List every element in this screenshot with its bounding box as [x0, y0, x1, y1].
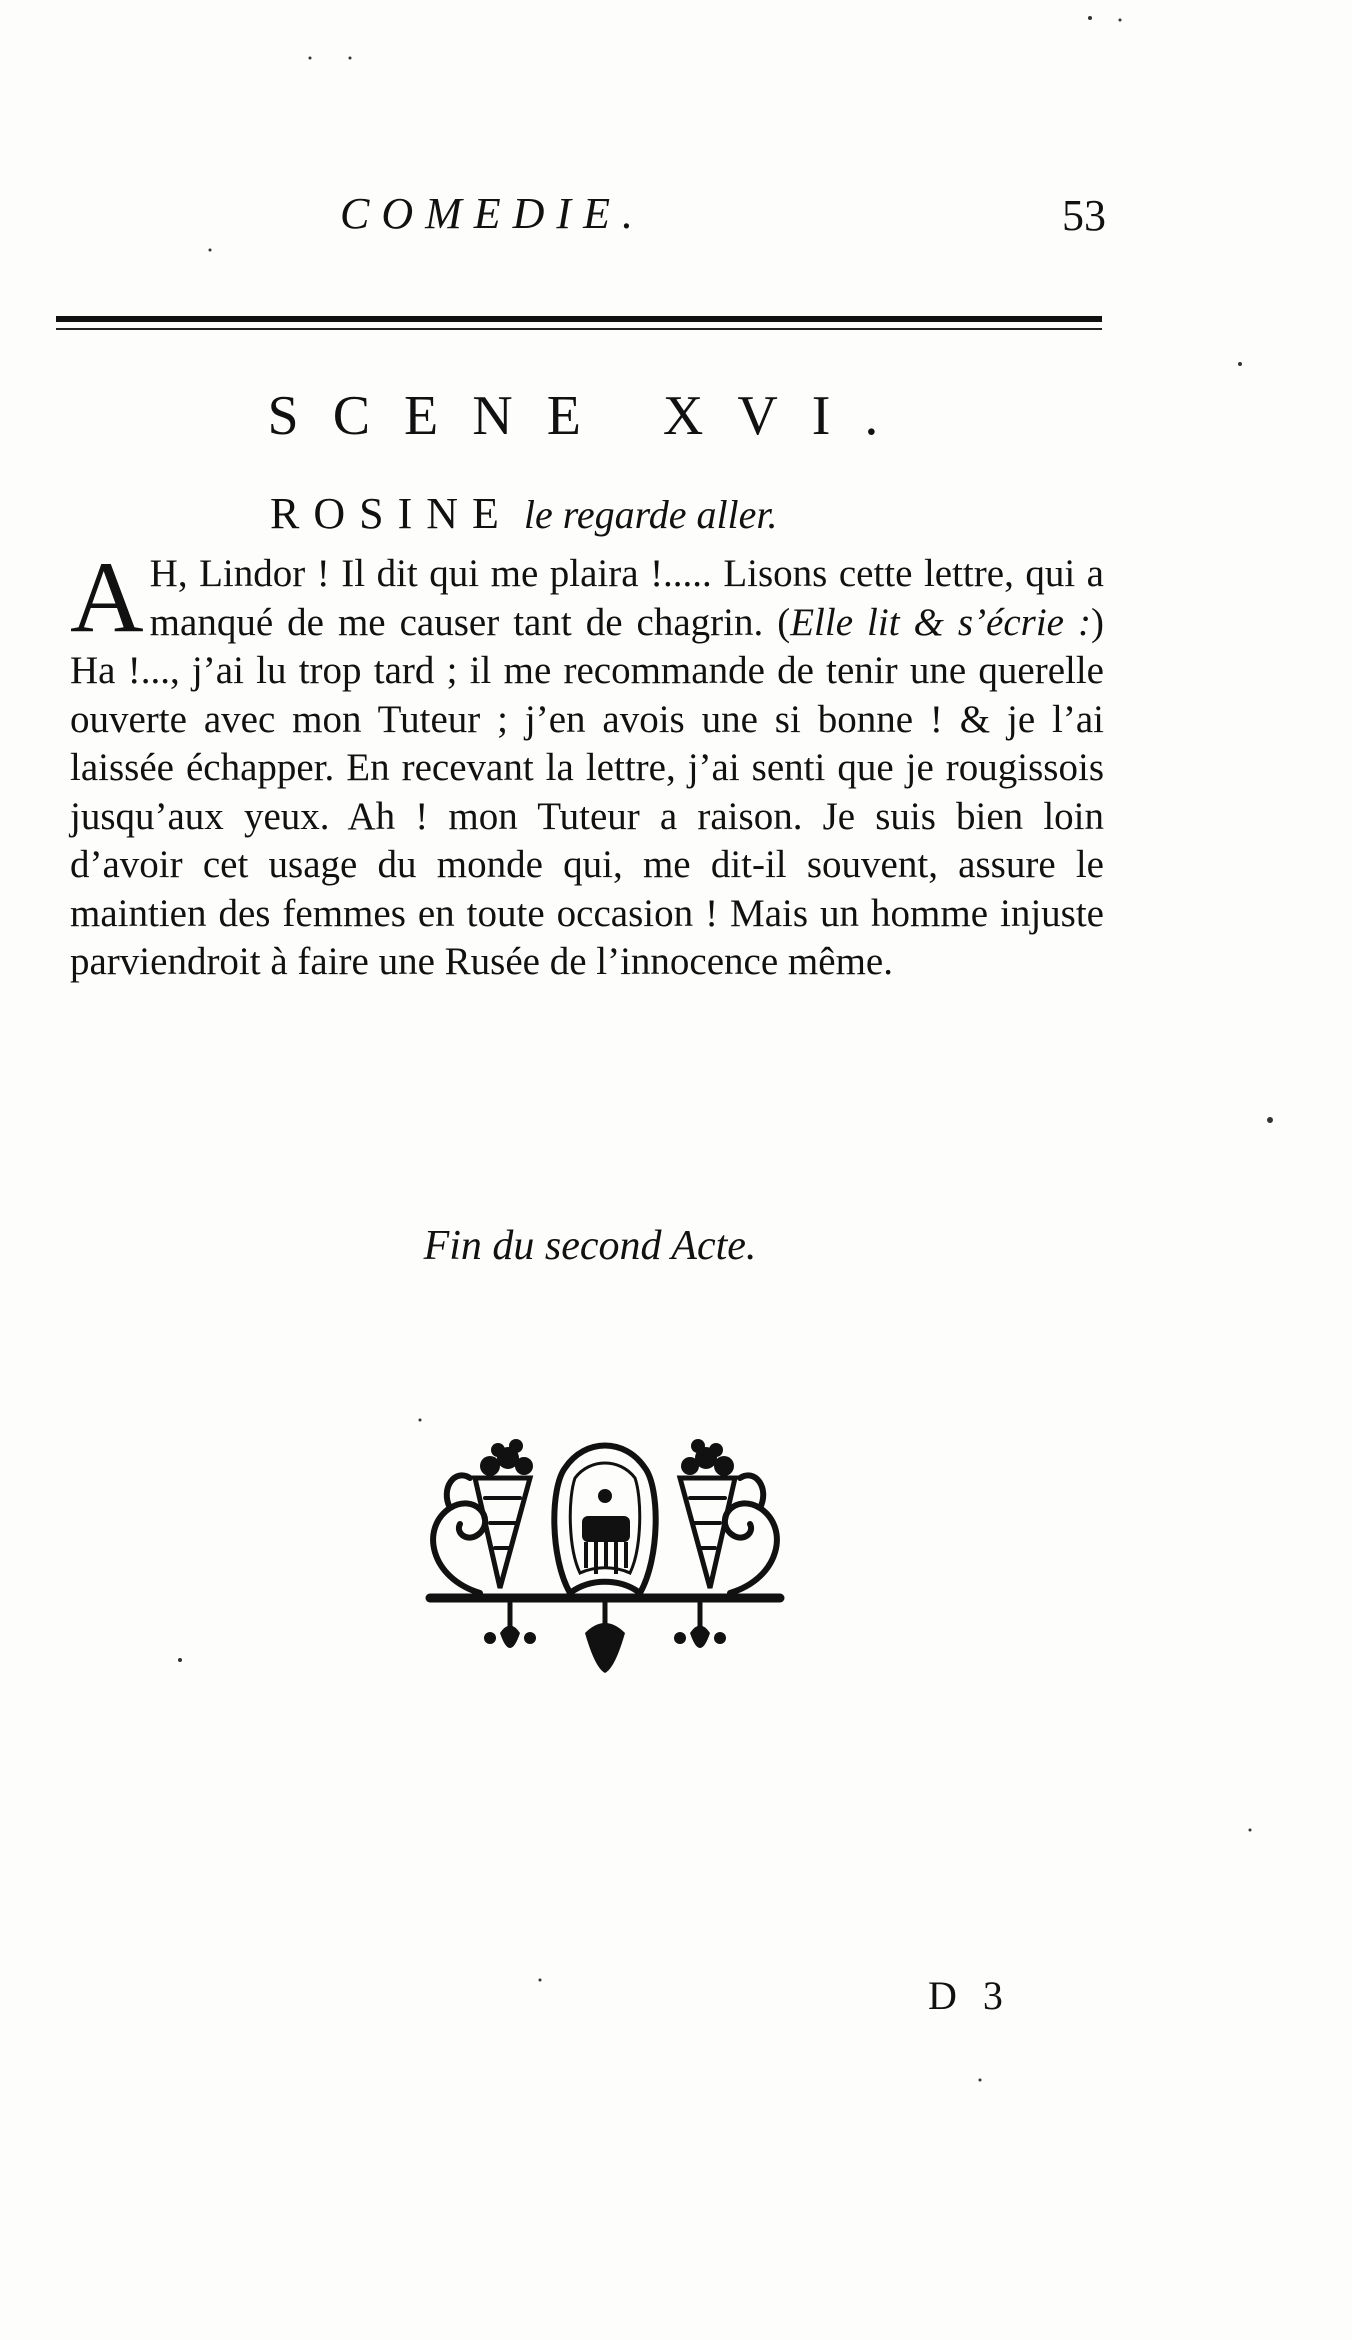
scene-title: SCENE XVI.	[267, 385, 913, 447]
speaker-name: ROSINE	[270, 489, 513, 538]
page-number: 53	[1062, 191, 1106, 240]
speech-text-part1: H, Lindor ! Il dit qui me plaira !..... Lisons cette lettre, qui a manqué de me causer tant de chagrin. (	[149, 552, 1104, 644]
signature-mark: D 3	[928, 1973, 1011, 2018]
drop-initial: A	[70, 541, 144, 654]
inline-stage-direction: Elle lit & s’écrie :	[790, 600, 1091, 644]
running-head: COMEDIE.	[340, 189, 645, 238]
stage-direction: le regarde aller.	[523, 492, 778, 537]
speech-text-part2: ) Ha !..., j’ai lu trop tard ; il me recommande de tenir une querelle ouverte avec mon Tuteur ; j’en avois une si bonne ! & je l’ai laissée échapper. En recevant la lettre, j’ai senti que je rougissois jusqu’aux yeux. Ah ! mon Tuteur a raison. Je suis bien loin d’avoir cet usage du monde qui, me dit-il souvent, assure le maintien des femmes en toute occasion ! Mais un homme injuste parviendroit à faire une Rusée de l’innocence même.	[70, 600, 1104, 983]
end-of-act: Fin du second Acte.	[423, 1223, 757, 1269]
